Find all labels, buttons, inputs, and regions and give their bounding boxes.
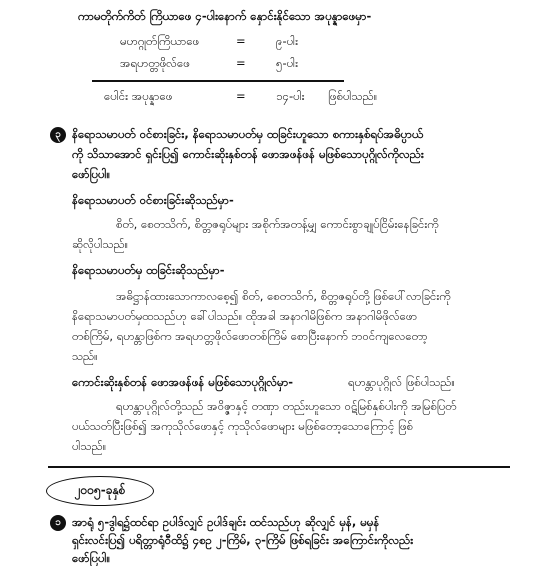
calc-row-label: မဟဂ္ဂုတ်ကြိယာဖေ — [120, 34, 200, 48]
calc-row-label: အရဟတ္တဖိုလ်ဖေ — [120, 56, 190, 70]
question-line: ဖော်ပြပါ။ — [72, 167, 111, 181]
year-badge: ၂၀၀၅-ခုနှစ် — [46, 476, 154, 506]
section-divider — [48, 466, 510, 468]
question-line: ဖော်ပြပါ။ — [72, 551, 111, 565]
paragraph-line: ရဟန္တာပုဂ္ဂိုလ်တို့သည် အဝိဇ္ဇာနှင့် တဏှာ တည်းဟူသော ဝဋ်မြစ်နှစ်ပါးကို အမြစ်ပြတ် — [116, 399, 457, 413]
question-number-badge: ၃ — [50, 127, 66, 143]
paragraph-line: တစ်ကြိမ်, ရဟန္တာဖြစ်က အရဟတ္တဖိုလ်ဖောတစ်ကြိမ် စောပြီးနောက် ဘဝင်ကျလေတော့ — [72, 329, 428, 343]
calc-sum-line — [92, 80, 344, 82]
paragraph-line: ဆိုလိုပါသည်။ — [72, 237, 129, 251]
calc-total-value: ၁၄-ပါး — [276, 89, 305, 103]
paragraph-line: စိတ်, စေတသိက်, စိတ္တဇရုပ်များ အစိုက်အတန့်မျှ ကောင်းစွာချုပ်ငြိမ်းနေခြင်းကို — [116, 217, 439, 231]
calc-row-value: ၉-ပါး — [276, 34, 299, 48]
paragraph-line: ပယ်သတ်ပြီးဖြစ်၍ အကုသိုလ်ဖောနှင့် ကုသိုလ်ဖောများ မဖြစ်တော့သောကြောင့် ဖြစ် — [72, 419, 414, 433]
section-heading: နိရောသမာပတ် ဝင်စားခြင်းဆိုသည်မှာ- — [72, 193, 234, 207]
question-line: ရှင်းလင်းပြ၍ ပရိတ္တာရုံဝီထိ၌ ၄စဥ ၂-ကြိမ်, ၃-ကြိမ် ဖြစ်ရခြင်း အကြောင်းကိုလည်း — [72, 533, 414, 547]
calc-row-eq: = — [236, 34, 246, 48]
section-heading: ကောင်းဆိုးနှစ်တန် ဖောအဖန်ဖန် မဖြစ်သောပုဂ္ဂိုလ်မှာ- — [72, 375, 294, 389]
calc-total-eq: = — [236, 89, 246, 103]
calc-title: ကာမတိုက်ကိတ် ကြိယာဖေ ၄-ပါးနောက် နှောင်းနိုင်သော အပုန္နာဖေမှာ- — [78, 9, 372, 23]
question-line: ကို သိသာအောင် ရှင်းပြ၍ ကောင်းဆိုးနှစ်တန် ဖောအဖန်ဖန် မဖြစ်သောပုဂ္ဂိုလ်ကိုလည်း — [72, 147, 424, 161]
calc-row-value: ၅-ပါး — [276, 56, 299, 70]
calc-total-label: ပေါင်း အပုန္နာဖေ — [104, 89, 173, 103]
section-heading: နိရောသမာပတ်မှ ထခြင်းဆိုသည်မှာ- — [72, 263, 225, 277]
paragraph-line: သည်။ — [72, 349, 98, 363]
paragraph-line: အဓိဋ္ဌာန်ထားသောကာလစေ့၍ စိတ်, စေတသိက်, စိတ္တဇရုပ်တို့ ဖြစ်ပေါ်လာခြင်းကို — [116, 289, 451, 303]
paragraph-line: နိရောသမာပတ်မှထသည်ဟု ခေါ်ပါသည်။ ထိုအခါ အနာဂါမိဖြစ်က အနာဂါမိဖိုလ်ဖော — [72, 309, 418, 323]
section-heading-answer: ရဟန္တာပုဂ္ဂိုလ် ဖြစ်ပါသည်။ — [348, 375, 455, 389]
question-line: နိရောသမာပတ် ဝင်စားခြင်း, နိရောသမာပတ်မှ ထခြင်းဟူသော စကားနှစ်ရပ်အဓိပ္ပာယ် — [72, 127, 424, 141]
paragraph-line: ပါသည်။ — [72, 439, 107, 453]
calc-row-eq: = — [236, 56, 246, 70]
calc-total-suffix: ဖြစ်ပါသည်။ — [328, 89, 378, 103]
question-line: အာရုံ ၅-ဒွါရ၌ထင်ရာ ဥပါဒ်လျှင် ဥပါဒ်ချင်း ထင်သည်ဟု ဆိုလျှင် မှန်, မမှန် — [72, 515, 380, 529]
question-number-badge: ၁ — [50, 515, 66, 531]
